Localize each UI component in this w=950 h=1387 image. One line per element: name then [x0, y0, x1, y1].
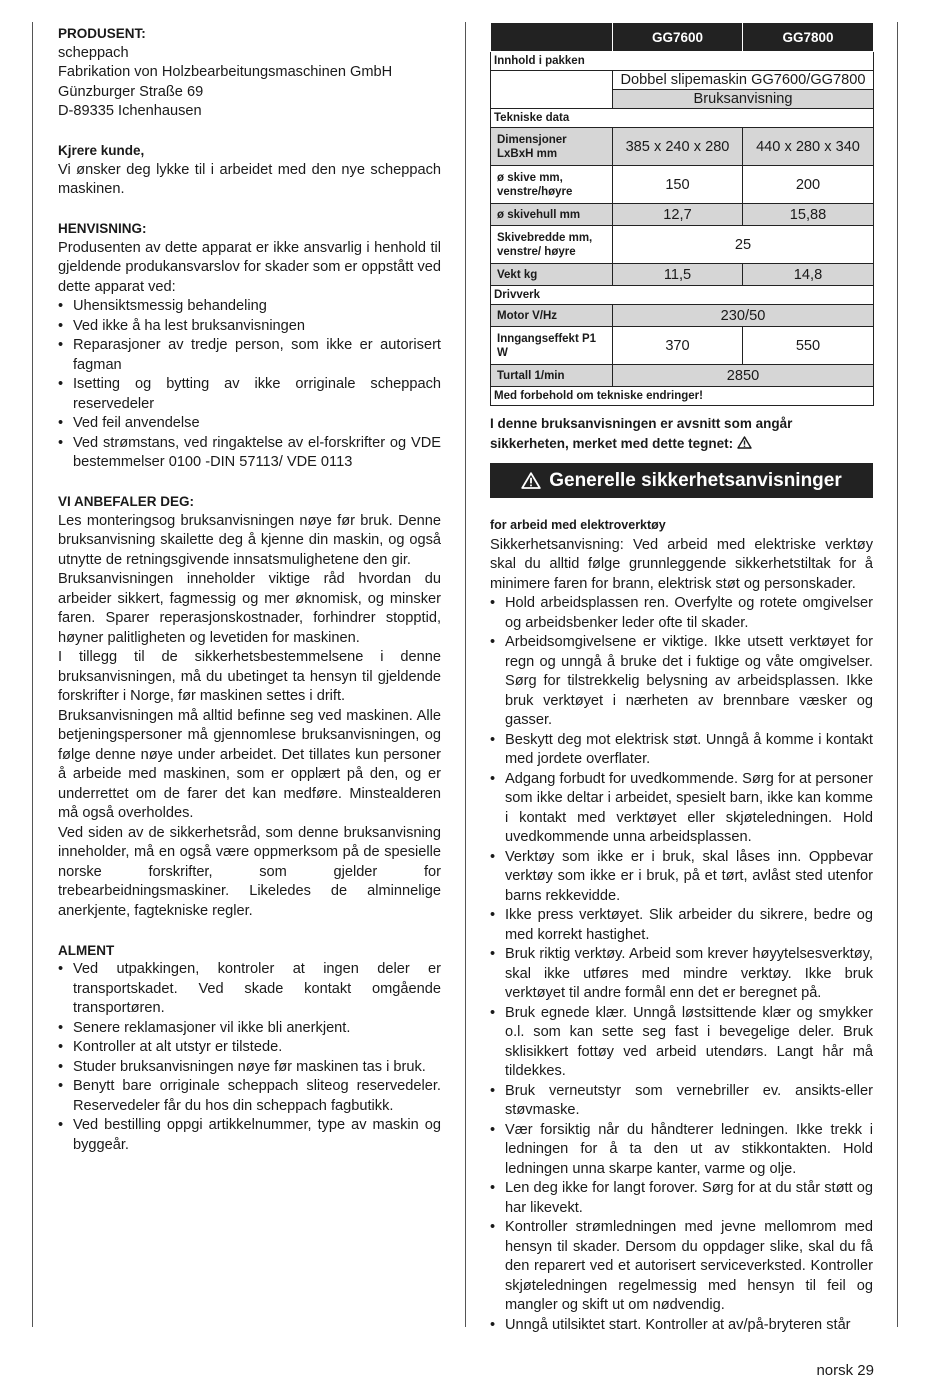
list-item: • Unngå utilsiktet start. Kontroller at av/på-bryteren står: [490, 1316, 873, 1336]
table-section-row: [491, 286, 874, 305]
list-item: • Arbeidsomgivelsene er viktige. Ikke utsett verktøyet for regn og unngå å bruke det i fuktige og våte omgivelser. Sørg for tilstrekkelig belysning av arbeidsplassen. Ikke bruk verktøyet i nærheten av brennbare væsker og gasser.: [490, 633, 873, 731]
hull-value-gg7600: 12,7: [613, 204, 743, 226]
right-margin-rule: [897, 22, 898, 1327]
list-item: • Beskytt deg mot elektrisk støt. Unngå å komme i kontakt med jordete overflater.: [490, 731, 873, 770]
table-row: [491, 305, 874, 327]
list-item: • Kontroller strømledningen med jevne mellomrom med hensyn til skader. Dersom du oppdager slike, skal du få den reparert ved et autorisert serviceverksted. Kontroller skjøteledningen regelmessig med hensyn til feil og mangler og skift ut om nødvendig.: [490, 1218, 873, 1316]
list-item: • Len deg ikke for langt forover. Sørg for at du står støtt og har likevekt.: [490, 1179, 873, 1218]
innhold-item: Bruksanvisning: [613, 90, 874, 109]
table-footer-row: [491, 387, 874, 406]
list-item: • Ved feil anvendelse: [58, 414, 441, 434]
table-row: [491, 226, 874, 264]
table-section-row: [491, 109, 874, 128]
left-margin-rule: [32, 22, 33, 1327]
list-item: • Kontroller at alt utstyr er tilstede.: [58, 1038, 441, 1058]
vekt-value-gg7600: 11,5: [613, 264, 743, 286]
table-header-gg7800: GG7800: [743, 23, 874, 52]
table-header-row: [491, 23, 874, 52]
bredde-label: Skivebredde mm, venstre/ høyre: [491, 226, 613, 264]
left-column: [58, 24, 441, 1155]
center-column-rule: [465, 22, 466, 1327]
elektroverktoy-heading: for arbeid med elektroverktøy: [490, 518, 666, 532]
innhold-heading: Innhold i pakken: [491, 52, 874, 71]
list-item: • Ved utpakkingen, kontroler at ingen deler er transportskadet. Ved skade kontakt omgående transportøren.: [58, 960, 441, 1019]
table-row: [491, 327, 874, 365]
list-item: • Verktøy som ikke er i bruk, skal låses inn. Oppbevar verktøy som ikke er i bruk, på et tørt, avlåst sted utenfor barns rekkevidde.: [490, 848, 873, 907]
effekt-value-gg7600: 370: [613, 327, 743, 365]
anbefaler-paragraph: Bruksanvisningen inneholder viktige råd hvordan du arbeider sikkert, fagmessig og mer øknomisk, og minsker faren. Sparer reperasjonskostnader, forhindrer stopptid, høyner palitligheten og levetiden for maskinen.: [58, 571, 441, 646]
list-item: • Hold arbeidsplassen ren. Overfylte og rotete omgivelser og arbeidsbenker leder ofte til skader.: [490, 594, 873, 633]
right-column: [490, 516, 873, 1335]
hull-value-gg7800: 15,88: [743, 204, 874, 226]
motor-label: Motor V/Hz: [491, 305, 613, 327]
list-item: • Benytt bare orriginale scheppach sliteog reservedeler. Reservedeler får du hos din scheppach fagbutikk.: [58, 1077, 441, 1116]
vekt-value-gg7800: 14,8: [743, 264, 874, 286]
list-item: • Bruk riktig verktøy. Arbeid som krever høyytelsesverktøy, skal ikke utføres med mindre verktøy. Ikke bruk verktøyet til andre formål enn det er beregnet på.: [490, 945, 873, 1004]
henvisning-paragraph: Produsenten av dette apparat er ikke ansvarlig i henhold til gjeldende produkansvarslov for skader som er oppstått ved dette apparat ved:: [58, 239, 441, 295]
alment-list: [58, 960, 441, 1155]
warning-triangle-icon: [521, 472, 541, 489]
effekt-label: Inngangseffekt P1 W: [491, 327, 613, 365]
table-section-row: [491, 52, 874, 71]
tekniske-heading: Tekniske data: [491, 109, 874, 128]
table-header-gg7600: GG7600: [613, 23, 743, 52]
list-item: • Uhensiktsmessig behandeling: [58, 297, 441, 317]
safety-banner: [490, 463, 873, 498]
bredde-value: 25: [613, 226, 874, 264]
kunde-paragraph: Vi ønsker deg lykke til i arbeidet med den nye scheppach maskinen.: [58, 161, 441, 197]
list-item: • Vær forsiktig når du håndterer ledningen. Ikke trekk i ledningen for å ta den ut av stikkontakten. Hold ledningen unna skarpe kanter, varme og olje.: [490, 1121, 873, 1180]
table-row: [491, 166, 874, 204]
skive-label: ø skive mm, venstre/høyre: [491, 166, 613, 204]
list-item: • Ved bestilling oppgi artikkelnummer, type av maskin og byggeår.: [58, 1116, 441, 1155]
list-item: • Isetting og bytting av ikke orriginale scheppach reservedeler: [58, 375, 441, 414]
effekt-value-gg7800: 550: [743, 327, 874, 365]
dim-label: Dimensjoner LxBxH mm: [491, 128, 613, 166]
turtall-value: 2850: [613, 365, 874, 387]
alment-heading: ALMENT: [58, 942, 115, 958]
produsent-line: D-89335 Ichenhausen: [58, 103, 202, 119]
anbefaler-paragraph: I tillegg til de sikkerhetsbestemmelsene i denne bruksanvisningen, må du ubetinget ta hensyn til gjeldende forskrifter i Norge, før maskinen settes i drift.: [58, 649, 441, 704]
list-item: • Ved ikke å ha lest bruksanvisningen: [58, 317, 441, 337]
list-item: • Senere reklamasjoner vil ikke bli anerkjent.: [58, 1019, 441, 1039]
list-item: • Bruk verneutstyr som vernebriller ev. ansikts-eller støvmaske.: [490, 1082, 873, 1121]
list-item: • Ved strømstans, ved ringaktelse av el-forskrifter og VDE bestemmelser 0100 -DIN 57113/ VDE 0113: [58, 434, 441, 473]
skive-value-gg7800: 200: [743, 166, 874, 204]
innhold-item: Dobbel slipemaskin GG7600/GG7800: [613, 71, 874, 90]
table-row: [491, 128, 874, 166]
drivverk-heading: Drivverk: [491, 286, 874, 305]
henvisning-heading: HENVISNING:: [58, 221, 147, 236]
henvisning-list: [58, 297, 441, 473]
dim-value-gg7600: 385 x 240 x 280: [613, 128, 743, 166]
table-row: [491, 204, 874, 226]
safety-list: [490, 594, 873, 1335]
safety-symbol-note: [490, 414, 873, 454]
skive-value-gg7600: 150: [613, 166, 743, 204]
safety-note-text: I denne bruksanvisningen er avsnitt som angår sikkerheten, merket med dette tegnet:: [490, 416, 793, 451]
anbefaler-heading: VI ANBEFALER DEG:: [58, 494, 195, 509]
turtall-label: Turtall 1/min: [491, 365, 613, 387]
table-row: [491, 71, 874, 90]
produsent-line: Günzburger Straße 69: [58, 83, 204, 100]
list-item: • Adgang forbudt for uvedkommende. Sørg for at personer som ikke deltar i arbeidet, spesielt barn, ikke kan komme i kontakt med verktøyet eller skjøteledningen. Hold uvedkommende unna arbeidsplassen.: [490, 770, 873, 848]
motor-value: 230/50: [613, 305, 874, 327]
produsent-line: Fabrikation von Holzbearbeitungsmaschinen GmbH: [58, 64, 393, 80]
table-row: [491, 264, 874, 286]
list-item: • Studer bruksanvisningen nøye før maskinen tas i bruk.: [58, 1058, 441, 1078]
produsent-line: scheppach: [58, 44, 129, 61]
page-number: norsk 29: [816, 1362, 874, 1379]
safety-intro: Sikkerhetsanvisning: Ved arbeid med elektriske verktøy skal du alltid følge grunnleggende sikkerhetstiltak for å minimere faren for brann, elektrisk støt og personskader.: [490, 536, 873, 592]
list-item: • Bruk egnede klær. Unngå løstsittende klær og smykker o.l. som kan sette seg fast i bevegelige deler. Bruk sklisikkert fottøy ved arbeid utendørs. Langt hår må tildekkes.: [490, 1004, 873, 1082]
table-header-blank: [491, 23, 613, 52]
table-row: [491, 365, 874, 387]
anbefaler-paragraph: Ved siden av de sikkerhetsråd, som denne bruksanvisning inneholder, må en også være oppmerksom på de spesielle norske forskrifter, som gjelder for trebearbeidningsmaskiner. Likeledes de alminnelige anerkjente, fagtekniske regler.: [58, 824, 441, 919]
hull-label: ø skivehull mm: [491, 204, 613, 226]
safety-banner-title: Generelle sikkerhetsanvisninger: [549, 469, 842, 491]
anbefaler-paragraph: Bruksanvisningen må alltid befinne seg ved maskinen. Alle betjeningspersoner må gjennomlese bruksanvisningen, og følge denne nøye under arbeidet. Det tillates kun personer å arbeide med maskinen, som er opplært på den, og er underrettet om de farer det kan medføre. Minstealderen må også overholdes.: [58, 707, 441, 821]
warning-triangle-icon: [737, 436, 752, 449]
table-blank-cell: [491, 71, 613, 109]
list-item: • Ikke press verktøyet. Slik arbeider du sikrere, bedre og med korrekt hastighet.: [490, 906, 873, 945]
list-item: • Reparasjoner av tredje person, som ikke er autorisert fagman: [58, 336, 441, 375]
table-footnote: Med forbehold om tekniske endringer!: [491, 387, 874, 406]
dim-value-gg7800: 440 x 280 x 340: [743, 128, 874, 166]
produsent-heading: PRODUSENT:: [58, 26, 146, 41]
spec-table: [490, 22, 874, 406]
vekt-label: Vekt kg: [491, 264, 613, 286]
anbefaler-paragraph: Les monteringsog bruksanvisningen nøye før bruk. Denne bruksanvisning skailette deg å kjenne din maskin, og også utnytte de retningsgivende innsatsmulighetene den gir.: [58, 512, 441, 568]
kunde-heading: Kjrere kunde,: [58, 143, 145, 158]
